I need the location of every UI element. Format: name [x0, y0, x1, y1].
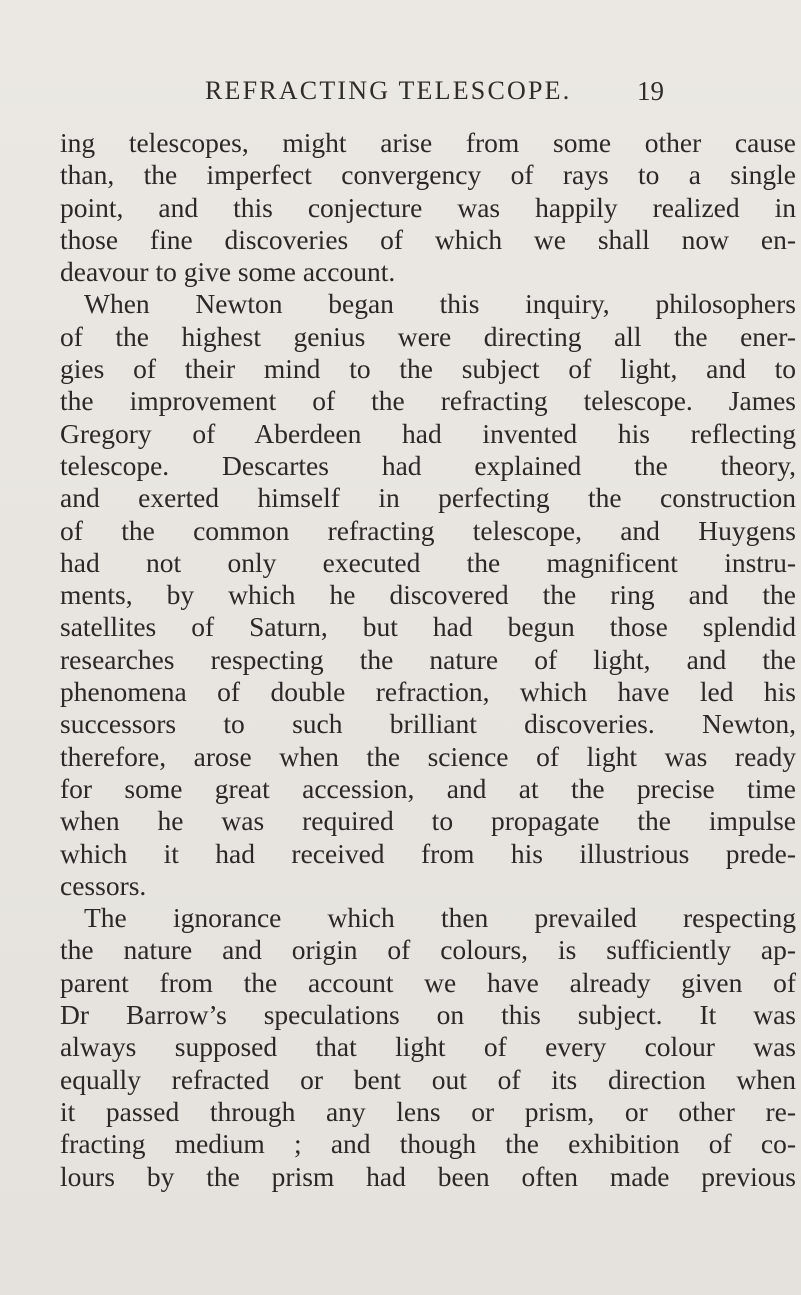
text-line: had not only executed the magnificent instru- [60, 546, 796, 578]
text-line: deavour to give some account. [60, 256, 396, 288]
text-line: satellites of Saturn, but had begun those splendid [60, 611, 796, 643]
text-line: and exerted himself in perfecting the construction [60, 482, 796, 514]
text-line: of the highest genius were directing all the ener- [60, 320, 796, 352]
text-line: therefore, arose when the science of light was ready [60, 740, 796, 772]
running-header [205, 76, 790, 112]
text-line: it passed through any lens or prism, or other re- [60, 1095, 796, 1127]
text-line: than, the imperfect convergency of rays to a single [60, 159, 796, 191]
text-line: when he was required to propagate the impulse [60, 805, 796, 837]
text-line: researches respecting the nature of light, and the [60, 643, 796, 675]
text-line: gies of their mind to the subject of light, and to [60, 353, 796, 385]
text-line: telescope. Descartes had explained the theory, [60, 449, 796, 481]
text-line: the nature and origin of colours, is sufficiently ap- [60, 934, 796, 966]
text-line: Dr Barrow’s speculations on this subject. It was [60, 999, 796, 1031]
text-line: When Newton began this inquiry, philosophers [84, 288, 796, 320]
text-line: equally refracted or bent out of its direction when [60, 1063, 796, 1095]
text-line: successors to such brilliant discoveries. Newton, [60, 708, 796, 740]
text-line: those fine discoveries of which we shall now en- [60, 223, 796, 255]
text-line: for some great accession, and at the precise time [60, 772, 796, 804]
text-line: ments, by which he discovered the ring and the [60, 579, 796, 611]
text-line: parent from the account we have already given of [60, 966, 796, 998]
running-title: REFRACTING TELESCOPE. [205, 76, 572, 105]
body-text [60, 127, 796, 1193]
text-line: ing telescopes, might arise from some other cause [60, 127, 796, 158]
text-line: fracting medium ; and though the exhibition of co- [60, 1128, 796, 1160]
text-line: phenomena of double refraction, which have led his [60, 676, 796, 708]
text-line: point, and this conjecture was happily realized in [60, 191, 796, 223]
text-line: The ignorance which then prevailed respecting [84, 902, 796, 934]
text-line: Gregory of Aberdeen had invented his reflecting [60, 417, 796, 449]
text-line: of the common refracting telescope, and Huygens [60, 514, 796, 546]
page-number: 19 [637, 76, 664, 106]
text-line: always supposed that light of every colour was [60, 1031, 796, 1063]
text-line: which it had received from his illustrious prede- [60, 837, 796, 869]
text-line: cessors. [60, 869, 147, 901]
text-line: the improvement of the refracting telescope. James [60, 385, 796, 417]
text-line: lours by the prism had been often made previous [60, 1160, 796, 1192]
